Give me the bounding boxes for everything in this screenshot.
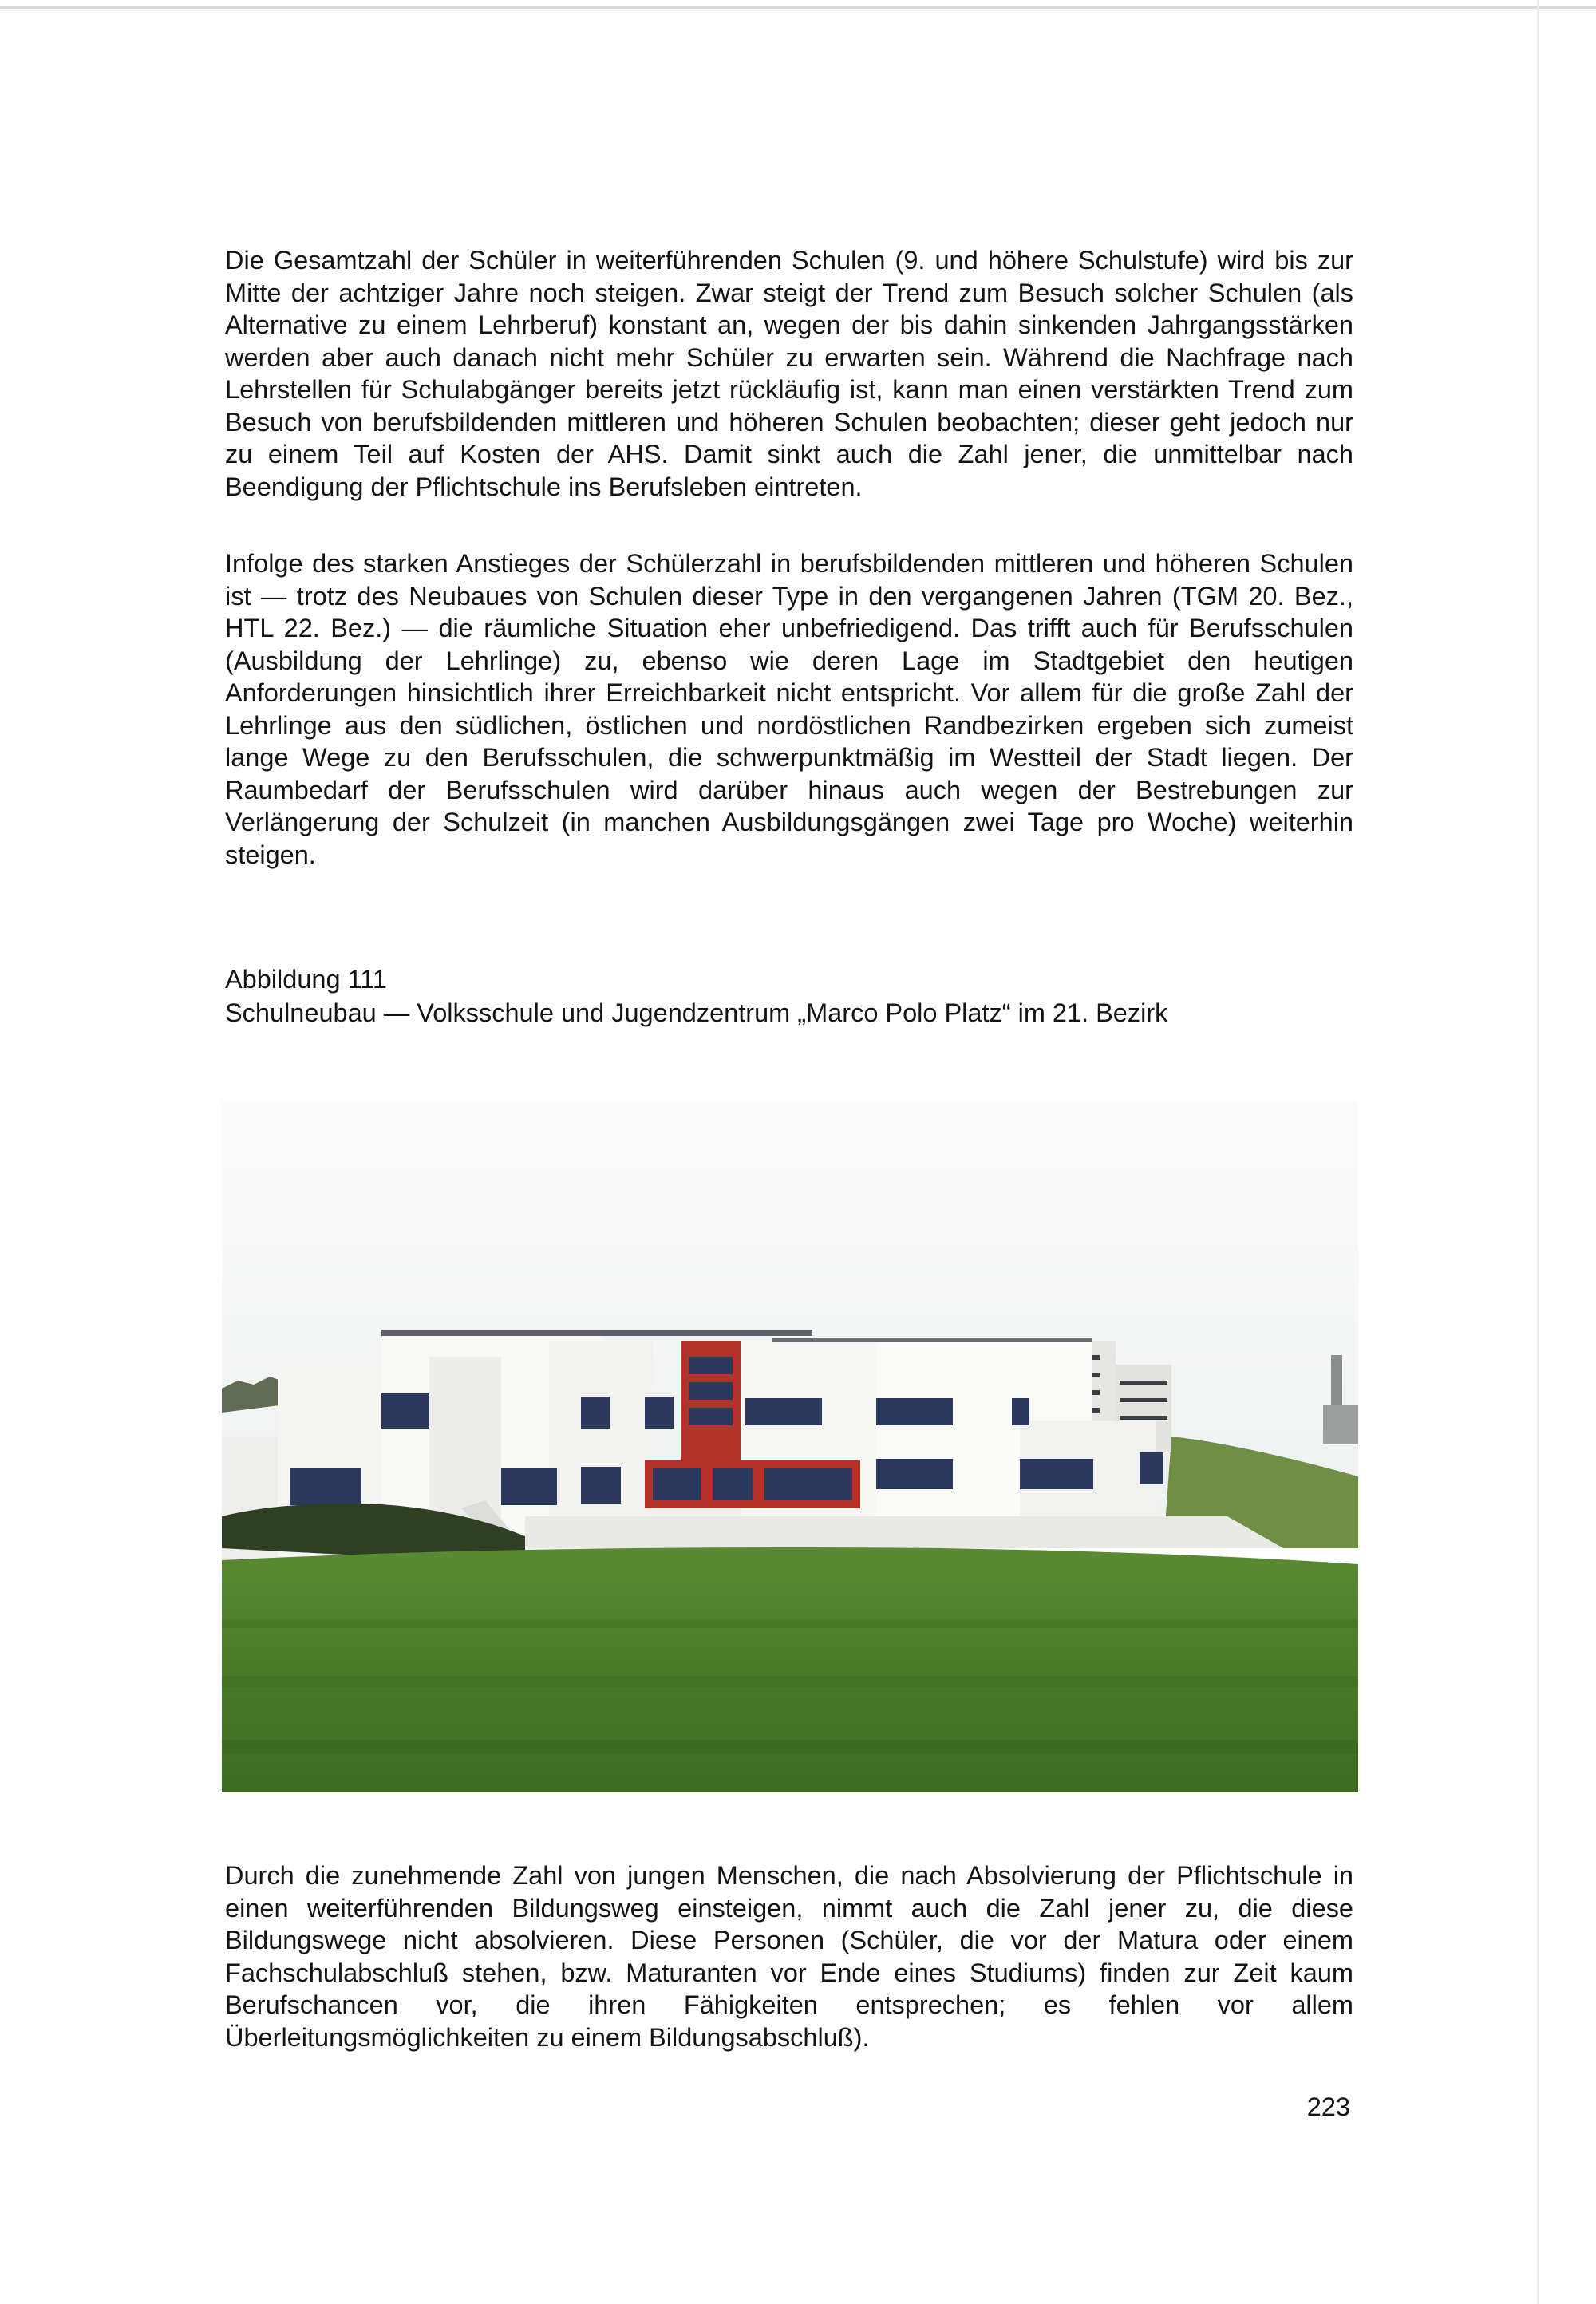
page-edge [0, 6, 1596, 9]
paragraph-3: Durch die zunehmende Zahl von jungen Menschen, die nach Absolvierung der Pflichtschule in einen weiterführenden Bildungsweg einsteigen, nimmt auch die Zahl jener zu, die diese Bildungswege nicht absolvieren. Diese Personen (Schüler, die vor der Matura oder einem Fachschulabschluß stehen, bzw. Maturanten vor Ende eines Studiums) finden zur Zeit kaum Berufschancen vor, die ihren Fähigkeiten entsprechen; es fehlen vor allem Überleitungsmöglichkeiten zu einem Bildungsabschluß). [225, 1861, 1353, 2052]
page-number: 223 [1306, 2093, 1350, 2121]
school-building-photo [222, 1101, 1358, 1792]
paragraph-1: Die Gesamtzahl der Schüler in weiterführenden Schulen (9. und höhere Schulstufe) wird bis zur Mitte der achtziger Jahre noch steigen. Zwar steigt der Trend zum Besuch solcher Schulen (als Alternative zu einem Lehrberuf) konstant an, wegen der bis dahin sinkenden Jahrgangsstärken werden aber auch danach nicht mehr Schüler zu erwarten sein. Während die Nachfrage nach Lehrstellen für Schulabgänger bereits jetzt rückläufig ist, kann man einen verstärkten Trend zum Besuch von berufsbildenden mittleren und höheren Schulen beobachten; dieser geht jedoch nur zu einem Teil auf Kosten der AHS. Damit sinkt auch die Zahl jener, die unmittelbar nach Beendigung der Pflichtschule ins Berufsleben eintreten. [225, 246, 1353, 501]
figure-caption: Schulneubau — Volksschule und Jugendzentrum „Marco Polo Platz“ im 21. Bezirk [225, 998, 1168, 1027]
page-edge-shadow [1537, 0, 1539, 2304]
paragraph-2: Infolge des starken Anstieges der Schülerzahl in berufsbildenden mittleren und höheren Schulen ist — trotz des Neubaues von Schulen dieser Type in den vergangenen Jahren (TGM 20. Bez., HTL 22. Bez.) — die räumliche Situation eher unbefriedigend. Das trifft auch für Berufsschulen (Ausbildung der Lehrlinge) zu, ebenso wie deren Lage im Stadtgebiet den heutigen Anforderungen hinsichtlich ihrer Erreichbarkeit nicht entspricht. Vor allem für die große Zahl der Lehrlinge aus den südlichen, östlichen und nordöstlichen Randbezirken ergeben sich zumeist lange Wege zu den Berufsschulen, die schwerpunktmäßig im Westteil der Stadt liegen. Der Raumbedarf der Berufsschulen wird darüber hinaus auch wegen der Bestrebungen zur Verlängerung der Schulzeit (in manchen Ausbildungsgängen zwei Tage pro Woche) weiterhin steigen. [225, 549, 1353, 869]
lawn [222, 1547, 1358, 1792]
figure-label: Abbildung 111 [225, 965, 387, 994]
